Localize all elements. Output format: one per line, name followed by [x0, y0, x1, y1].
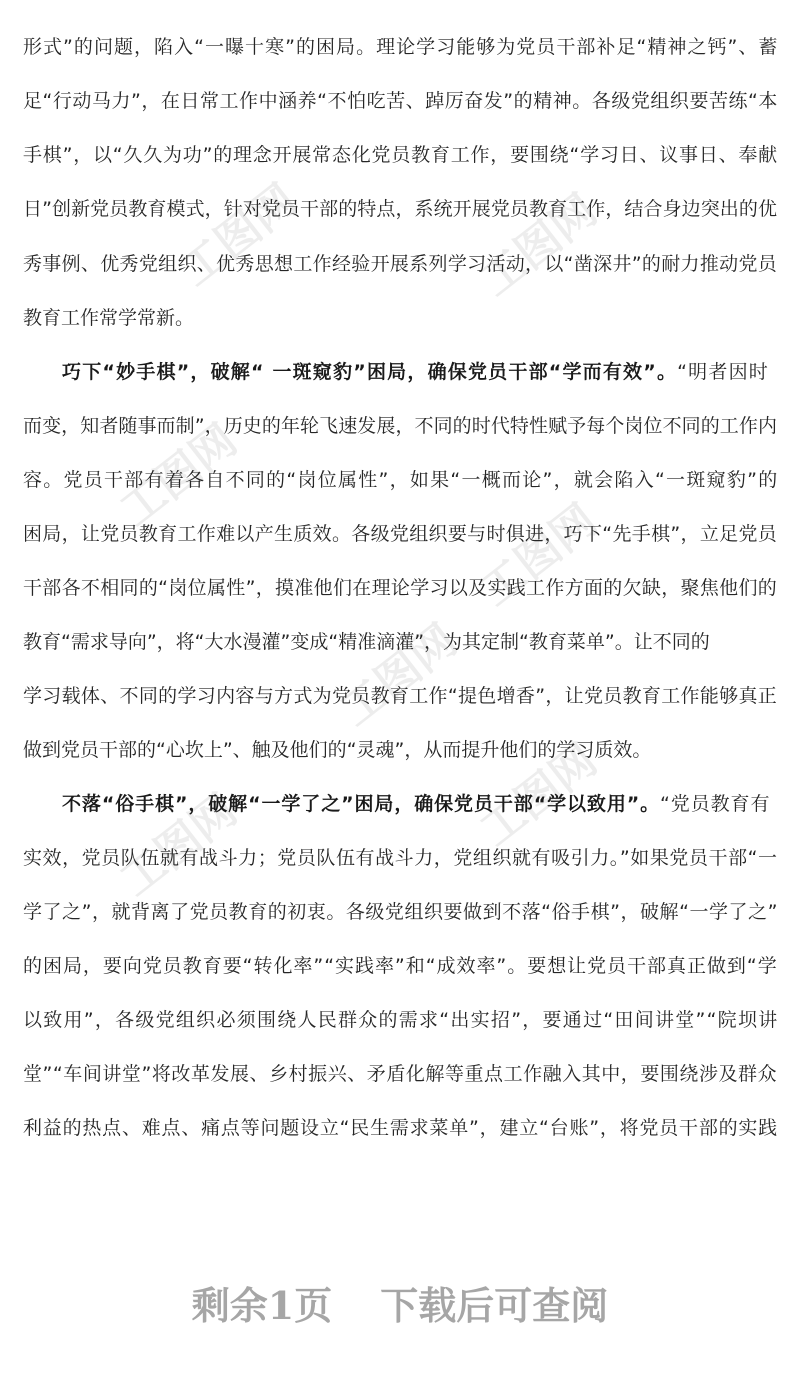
- text-line: 手棋”，以“久久为功”的理念开展常态化党员教育工作，要围绕“学习日、议事日、奉献: [23, 144, 778, 166]
- text-line: 秀事例、优秀党组织、优秀思想工作经验开展系列学习活动，以“凿深井”的耐力推动党员: [23, 253, 778, 275]
- watermark: 工图网: [111, 784, 247, 907]
- text-line: 而变，知者随事而制”，历史的年轮飞速发展，不同的时代特性赋予每个岗位不同的工作内: [23, 415, 778, 437]
- remaining-pages-label: 剩余1页: [191, 1283, 333, 1328]
- paragraph-heading: 不落“俗手棋”，破解“一学了之”困局，确保党员干部“学以致用”。: [62, 793, 661, 815]
- text-line: 利益的热点、难点、痛点等问题设立“民生需求菜单”，建立“台账”，将党员干部的实践: [23, 1117, 778, 1139]
- text-line: 学习载体、不同的学习内容与方式为党员教育工作“提色增香”，让党员教育工作能够真正: [23, 685, 778, 707]
- text-line: 困局，让党员教育工作难以产生质效。各级党组织要与时俱进，巧下“先手棋”，立足党员: [23, 523, 778, 545]
- text-line: “党员教育有: [660, 793, 771, 815]
- text-line: 堂”“车间讲堂”将改革发展、乡村振兴、矛盾化解等重点工作融入其中，要围绕涉及群众: [23, 1063, 778, 1085]
- text-line: 的困局，要向党员教育要“转化率”“实践率”和“成效率”。要想让党员干部真正做到“学: [23, 955, 778, 977]
- text-line: 做到党员干部的“心坎上”、触及他们的“灵魂”，从而提升他们的学习质效。: [23, 739, 652, 761]
- text-line: 日”创新党员教育模式，针对党员干部的特点，系统开展党员教育工作，结合身边突出的优: [23, 198, 778, 220]
- watermark: 工图网: [471, 494, 607, 617]
- paragraph-first-line: [62, 352, 769, 392]
- watermark: 工图网: [471, 184, 607, 307]
- text-line: 容。党员干部有着各自不同的“岗位属性”，如果“一概而论”，就会陷入“一斑窥豹”的: [23, 469, 779, 491]
- paragraph-heading: 巧下“妙手棋”，破解“ 一斑窥豹”困局，确保党员干部“学而有效”。: [62, 361, 678, 383]
- watermark: 工图网: [111, 414, 247, 537]
- watermark: 工图网: [471, 734, 607, 857]
- text-line: 教育工作常学常新。: [23, 307, 195, 329]
- text-line: 实效，党员队伍就有战斗力；党员队伍有战斗力，党组织就有吸引力。”如果党员干部“一: [23, 847, 778, 869]
- watermark: 工图网: [171, 174, 307, 297]
- text-line: 教育“需求导向”，将“大水漫灌”变成“精准滴灌”，为其定制“教育菜单”。让不同的: [23, 631, 710, 653]
- download-to-view-label: 下载后可查阅: [380, 1283, 609, 1328]
- text-line: 足“行动马力”，在日常工作中涵养“不怕吃苦、踔厉奋发”的精神。各级党组织要苦练“本: [23, 90, 778, 112]
- text-line: “明者因时: [677, 361, 769, 383]
- watermark: 工图网: [331, 614, 467, 737]
- download-prompt[interactable]: [0, 1276, 800, 1336]
- paragraph-first-line: [62, 784, 770, 824]
- text-line: 以致用”，各级党组织必须围绕人民群众的需求“出实招”，要通过“田间讲堂”“院坝讲: [23, 1009, 779, 1031]
- text-line: 干部各不相同的“岗位属性”，摸准他们在理论学习以及实践工作方面的欠缺，聚焦他们的: [23, 577, 778, 599]
- text-line: 形式”的问题，陷入“一曝十寒”的困局。理论学习能够为党员干部补足“精神之钙”、蓄: [23, 36, 779, 58]
- text-line: 学了之”，就背离了党员教育的初衷。各级党组织要做到不落“俗手棋”，破解“一学了之”: [23, 901, 778, 923]
